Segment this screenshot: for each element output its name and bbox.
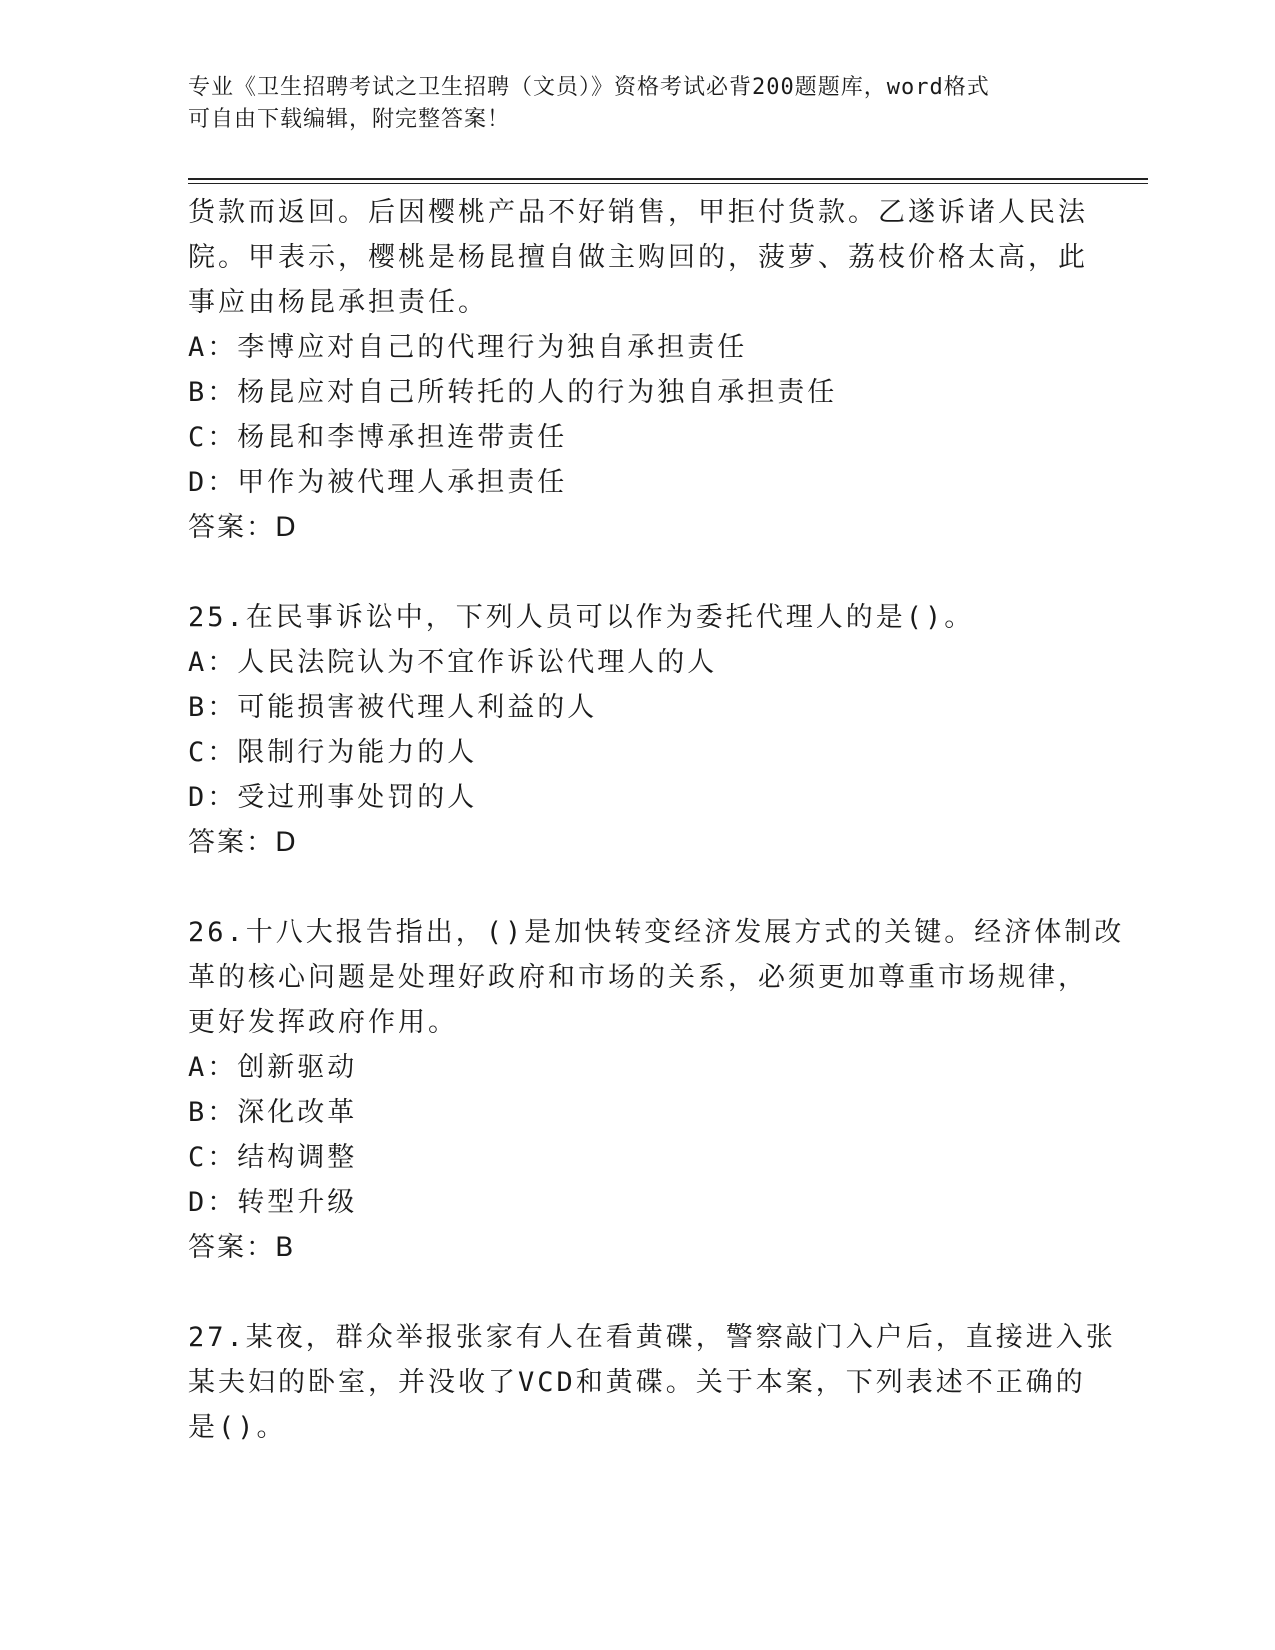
header-line-2: 可自由下载编辑，附完整答案！ (188, 107, 511, 132)
question-text-line: 是()。 (188, 1412, 287, 1443)
document-body (188, 190, 1125, 1450)
option-b: B：可能损害被代理人利益的人 (188, 692, 598, 723)
question-text-line: 货款而返回。后因樱桃产品不好销售，甲拒付货款。乙遂诉诸人民法 (188, 197, 1088, 228)
question-26 (188, 910, 1125, 1270)
answer: 答案：D (188, 512, 298, 543)
question-27 (188, 1315, 1116, 1450)
spacer (188, 865, 1078, 910)
header-rule-thick (188, 178, 1148, 180)
question-text-line: 革的核心问题是处理好政府和市场的关系，必须更加尊重市场规律， (188, 962, 1088, 993)
option-a: A：人民法院认为不宜作诉讼代理人的人 (188, 647, 718, 678)
option-d: D：转型升级 (188, 1187, 358, 1218)
spacer (188, 550, 1078, 595)
question-25 (188, 595, 1078, 865)
option-a: A：李博应对自己的代理行为独自承担责任 (188, 332, 748, 363)
header-rule-thin (188, 183, 1148, 184)
question-text-line: 某夫妇的卧室，并没收了VCD和黄碟。关于本案，下列表述不正确的 (188, 1367, 1086, 1398)
option-d: D：受过刑事处罚的人 (188, 782, 478, 813)
option-c: C：杨昆和李博承担连带责任 (188, 422, 568, 453)
question-text-line: 更好发挥政府作用。 (188, 1007, 458, 1038)
option-a: A：创新驱动 (188, 1052, 358, 1083)
option-c: C：结构调整 (188, 1142, 358, 1173)
header-line-1: 专业《卫生招聘考试之卫生招聘（文员）》资格考试必背200题题库，word格式 (188, 75, 990, 100)
question-text-line: 院。甲表示，樱桃是杨昆擅自做主购回的，菠萝、荔枝价格太高，此 (188, 242, 1088, 273)
question-24-continued (188, 190, 1088, 550)
option-b: B：杨昆应对自己所转托的人的行为独自承担责任 (188, 377, 838, 408)
spacer (188, 1270, 1078, 1315)
option-b: B：深化改革 (188, 1097, 358, 1128)
question-text-line: 事应由杨昆承担责任。 (188, 287, 488, 318)
answer: 答案：B (188, 1232, 296, 1263)
document-header (188, 72, 1078, 136)
option-c: C：限制行为能力的人 (188, 737, 478, 768)
answer: 答案：D (188, 827, 298, 858)
question-title: 25.在民事诉讼中，下列人员可以作为委托代理人的是()。 (188, 602, 975, 633)
question-title: 27.某夜，群众举报张家有人在看黄碟，警察敲门入户后，直接进入张 (188, 1322, 1116, 1353)
option-d: D：甲作为被代理人承担责任 (188, 467, 568, 498)
question-title: 26.十八大报告指出，()是加快转变经济发展方式的关键。经济体制改 (188, 917, 1125, 948)
